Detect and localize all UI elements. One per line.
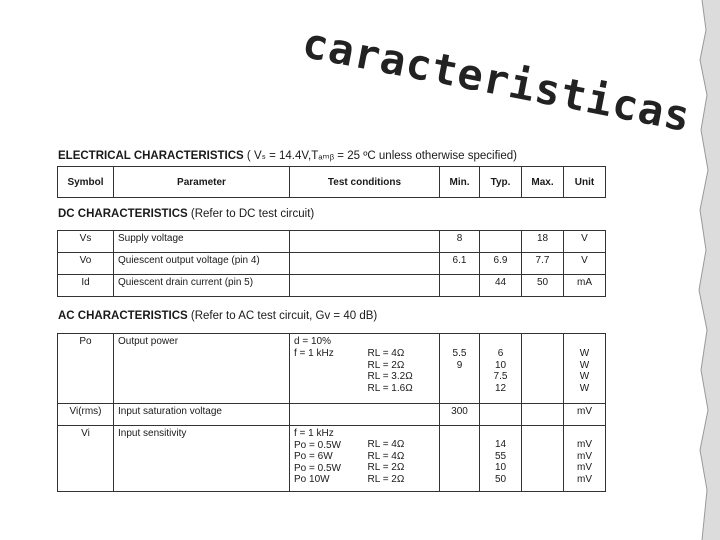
electrical-conditions: ( Vₛ = 14.4V,Tₐₘᵦ = 25 ºC unless otherwise specified) — [246, 150, 517, 162]
unit-value: mV — [577, 450, 592, 462]
min-cell: 300 — [440, 404, 480, 426]
typ-value: 10 — [494, 462, 507, 473]
parameter-cell: Supply voltage — [114, 231, 290, 253]
symbol-cell: Id — [58, 275, 114, 297]
unit-value: mV — [577, 439, 592, 450]
typ-value: 12 — [494, 382, 507, 394]
condition-line: Po = 0.5W — [294, 439, 341, 451]
load-line: RL = 2Ω — [367, 359, 405, 371]
unit-cell: mV — [564, 404, 606, 426]
dc-title: DC CHARACTERISTICS — [58, 208, 188, 220]
unit-value: mV — [577, 473, 592, 485]
parameter-cell: Output power — [114, 334, 290, 404]
min-value: 5.5 — [452, 348, 467, 359]
max-cell — [522, 426, 564, 492]
table-row — [58, 404, 606, 426]
typ-value: 50 — [494, 473, 507, 485]
table-row — [58, 275, 606, 297]
condition-line: d = 10% — [294, 336, 331, 347]
typ-value: 10 — [494, 359, 507, 371]
test-cell — [290, 231, 440, 253]
dc-section-heading — [58, 208, 314, 220]
col-min: Min. — [440, 167, 480, 198]
condition-line: f = 1 kHz — [294, 347, 334, 359]
unit-value: W — [579, 382, 590, 394]
unit-value: W — [579, 359, 590, 371]
typ-cell — [480, 426, 522, 492]
symbol-cell: Vi — [58, 426, 114, 492]
load-line: RL = 4Ω — [367, 348, 405, 359]
load-line: RL = 2Ω — [367, 473, 405, 485]
col-typ: Typ. — [480, 167, 522, 198]
unit-cell: V — [564, 231, 606, 253]
electrical-title: ELECTRICAL CHARACTERISTICS — [58, 150, 244, 162]
symbol-cell: Po — [58, 334, 114, 404]
unit-cell: mA — [564, 275, 606, 297]
test-cell — [290, 275, 440, 297]
parameter-cell: Input sensitivity — [114, 426, 290, 492]
ac-section-heading — [58, 310, 377, 322]
load-line: RL = 1.6Ω — [367, 382, 413, 394]
ac-table — [57, 333, 606, 492]
typ-value: 7.5 — [493, 371, 508, 382]
torn-page-edge — [680, 0, 720, 540]
max-cell: 50 — [522, 275, 564, 297]
load-line: RL = 4Ω — [367, 450, 405, 462]
max-cell: 7.7 — [522, 253, 564, 275]
symbol-cell: Vo — [58, 253, 114, 275]
col-test-conditions: Test conditions — [290, 167, 440, 198]
slide-title: caracteristicas — [298, 18, 696, 142]
condition-line: Po = 0.5W — [294, 462, 341, 474]
col-unit: Unit — [564, 167, 606, 198]
typ-cell: 44 — [480, 275, 522, 297]
condition-line: f = 1 kHz — [294, 428, 334, 439]
symbol-cell: Vs — [58, 231, 114, 253]
unit-cell: V — [564, 253, 606, 275]
typ-cell — [480, 231, 522, 253]
min-cell: 6.1 — [440, 253, 480, 275]
col-symbol: Symbol — [58, 167, 114, 198]
max-cell — [522, 334, 564, 404]
dc-table — [57, 230, 606, 297]
min-cell — [440, 426, 480, 492]
symbol-cell: Vi(rms) — [58, 404, 114, 426]
col-parameter: Parameter — [114, 167, 290, 198]
typ-value: 55 — [494, 450, 507, 462]
conditions-cell — [290, 404, 440, 426]
min-cell — [440, 334, 480, 404]
table-row — [58, 231, 606, 253]
typ-value: 6 — [497, 348, 504, 359]
table-row — [58, 253, 606, 275]
typ-value: 14 — [494, 439, 507, 450]
loads-cell — [364, 334, 440, 404]
dc-subtitle: (Refer to DC test circuit) — [190, 208, 315, 220]
condition-line: Po = 6W — [294, 451, 333, 462]
electrical-characteristics-heading — [58, 148, 517, 162]
col-max: Max. — [522, 167, 564, 198]
typ-cell — [480, 334, 522, 404]
loads-cell — [364, 426, 440, 492]
table-row — [58, 334, 606, 404]
ac-title: AC CHARACTERISTICS — [58, 310, 188, 322]
typ-cell — [480, 404, 522, 426]
unit-value: mV — [577, 462, 592, 473]
min-cell — [440, 275, 480, 297]
header-table — [57, 166, 606, 198]
load-line: RL = 2Ω — [367, 462, 405, 473]
parameter-cell: Input saturation voltage — [114, 404, 290, 426]
test-cell — [290, 253, 440, 275]
unit-cell — [564, 426, 606, 492]
conditions-cell — [290, 334, 364, 404]
ac-subtitle: (Refer to AC test circuit, Gv = 40 dB) — [190, 310, 378, 322]
parameter-cell: Quiescent drain current (pin 5) — [114, 275, 290, 297]
max-cell — [522, 404, 564, 426]
max-cell: 18 — [522, 231, 564, 253]
load-line: RL = 4Ω — [367, 439, 405, 450]
parameter-cell: Quiescent output voltage (pin 4) — [114, 253, 290, 275]
min-value: 9 — [456, 359, 463, 371]
unit-cell — [564, 334, 606, 404]
conditions-cell — [290, 426, 364, 492]
unit-value: W — [579, 371, 590, 382]
condition-line: Po 10W — [294, 474, 330, 485]
unit-value: W — [579, 348, 590, 359]
table-row — [58, 426, 606, 492]
min-cell: 8 — [440, 231, 480, 253]
typ-cell: 6.9 — [480, 253, 522, 275]
load-line: RL = 3.2Ω — [367, 371, 413, 382]
